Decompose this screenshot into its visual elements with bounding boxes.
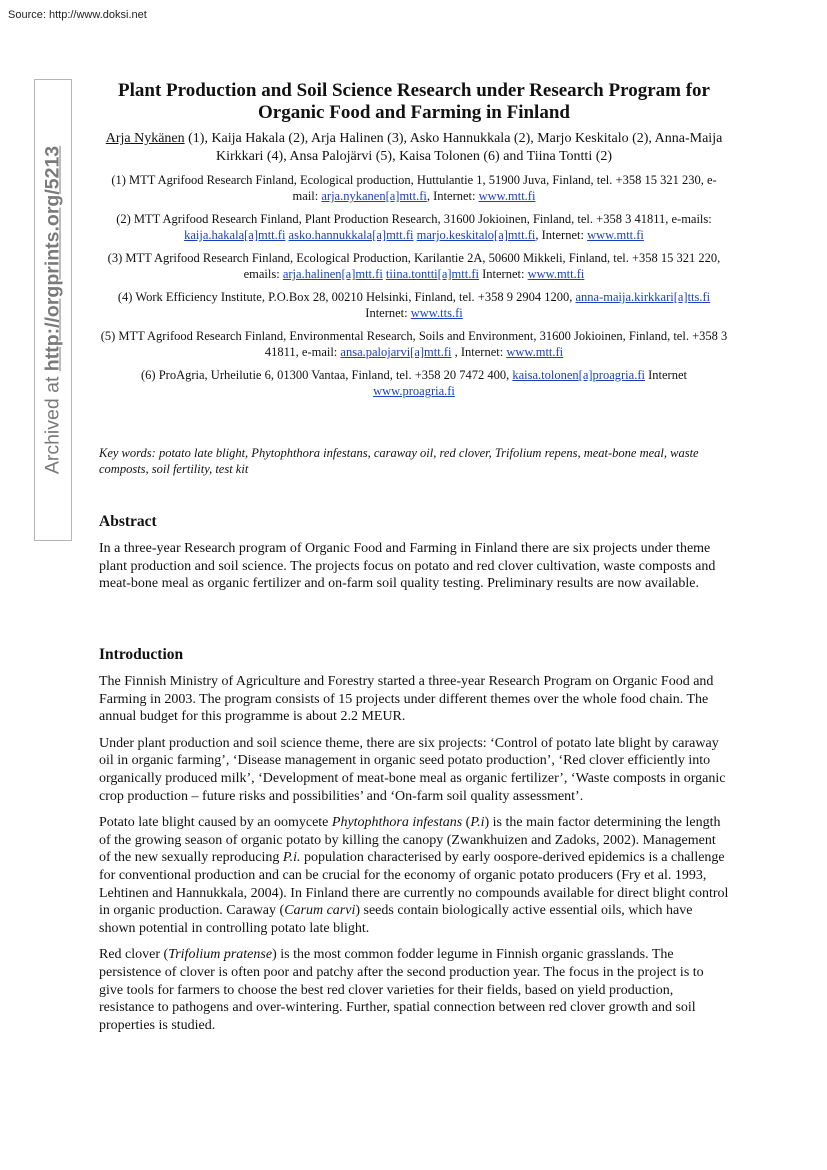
affiliation-text: (1) MTT Agrifood Research Finland, Ecological production, Huttulantie 1, 51900 Juva, Finland, tel. +358 15 321 230, e-mail: (111, 173, 717, 203)
affiliation-2 (100, 211, 728, 243)
text-run: Red clover ( (99, 947, 169, 963)
abstract-heading: Abstract (99, 513, 157, 530)
keywords: Key words: potato late blight, Phytophthora infestans, caraway oil, red clover, Trifolium repens, meat-bone meal, waste composts, soil fertility, test kit (99, 446, 699, 476)
email-link[interactable]: ansa.palojarvi[a]mtt.fi (340, 345, 452, 359)
affiliation-text: Internet: (365, 306, 411, 320)
introduction-heading: Introduction (99, 646, 184, 663)
email-link[interactable]: arja.nykanen[a]mtt.fi (321, 189, 427, 203)
email-link[interactable]: marjo.keskitalo[a]mtt.fi (416, 228, 536, 242)
archive-link[interactable]: http://orgprints.org/5213 (41, 145, 64, 372)
other-authors: (1), Kaija Hakala (2), Arja Halinen (3), Asko Hannukkala (2), Marjo Keskitalo (2), Anna-Maija Kirkkari (4), Ansa Palojärvi (5), Kaisa Tolonen (6) and Tiina Tontti (2) (184, 131, 723, 164)
species-name: Phytophthora infestans (331, 815, 463, 831)
author-list (100, 130, 728, 166)
affiliation-text: , Internet: (451, 345, 507, 359)
affiliation-6 (100, 367, 728, 399)
email-link[interactable]: kaija.hakala[a]mtt.fi (184, 228, 286, 242)
email-link[interactable]: kaisa.tolonen[a]proagria.fi (512, 368, 645, 382)
text-run: Potato late blight caused by an oomycete (99, 815, 332, 831)
affiliation-3 (100, 250, 728, 282)
abbreviation: P.i (470, 815, 485, 831)
web-link[interactable]: www.mtt.fi (478, 189, 536, 203)
abstract-text: In a three-year Research program of Organic Food and Farming in Finland there are six projects under theme plant production and soil science. The projects focus on potato and red clover cultivation, waste composts and meat-bone meal as organic fertilizer and on-farm soil quality testing. Preliminary results are now available. (99, 541, 716, 592)
introduction-body (99, 673, 729, 1043)
text-run: ) is the main factor determining the length of the growing season of organic potato by killing the canopy (Zwankhuizen and Zadoks, 2002). Management of the new sexually reproducing (99, 815, 721, 866)
species-name: Carum carvi (284, 903, 356, 919)
affiliation-text: (4) Work Efficiency Institute, P.O.Box 28, 00210 Helsinki, Finland, tel. +358 9 2904 1200, (117, 290, 576, 304)
affiliation-text: (5) MTT Agrifood Research Finland, Environmental Research, Soils and Environment, 31600 Jokioinen, Finland, tel. +358 3 41811, e-mail: (100, 329, 728, 359)
web-link[interactable]: www.mtt.fi (527, 267, 585, 281)
paragraph: The Finnish Ministry of Agriculture and Forestry started a three-year Research Program on Organic Food and Farming in 2003. The program consists of 15 projects under different themes over the whole food chain. The annual budget for this programme is about 2.2 MEUR. (99, 674, 714, 725)
web-link[interactable]: www.mtt.fi (587, 228, 644, 242)
affiliations (100, 172, 728, 406)
text-run: ) is the most common fodder legume in Finnish organic grasslands. The persistence of clover is often poor and patchy after the second production year. The focus in the project is to give tools for farmers to choose the best red clover varieties for their fields, based on yield production, resistance to pathogens and over-wintering. Further, spatial connection between red clover growth and soil properties is studied. (99, 947, 704, 1033)
first-author: Arja Nykänen (105, 131, 185, 146)
web-link[interactable]: www.proagria.fi (373, 384, 455, 398)
affiliation-text: (2) MTT Agrifood Research Finland, Plant Production Research, 31600 Jokioinen, Finland, tel. +358 3 41811, e-mails: (116, 212, 712, 226)
web-link[interactable]: www.tts.fi (410, 306, 463, 320)
affiliation-4 (100, 289, 728, 321)
archive-stamp (42, 100, 65, 520)
affiliation-text: Internet: (478, 267, 528, 281)
source-label: Source: http://www.doksi.net (8, 9, 147, 21)
paragraph (99, 946, 729, 1034)
affiliation-text: , Internet: (426, 189, 479, 203)
text-run: ) seeds contain biologically active essential oils, which have shown potential in controlling potato late blight. (99, 903, 693, 936)
email-link[interactable]: asko.hannukkala[a]mtt.fi (288, 228, 414, 242)
affiliation-text: Internet (644, 368, 687, 382)
email-link[interactable]: arja.halinen[a]mtt.fi (282, 267, 383, 281)
affiliation-text: (6) ProAgria, Urheilutie 6, 01300 Vantaa, Finland, tel. +358 20 7472 400, (141, 368, 513, 382)
paragraph (99, 814, 729, 937)
text-run: population characterised by early oospore-derived epidemics is a challenge for conventional production and can be crucial for the economy of organic potato producers (Fry et al. 1993, Lehtinen and Hannukkala, 2004). In Finland there are currently no compounds available for direct blight control in organic production. Caraway ( (99, 850, 729, 919)
affiliation-5 (100, 328, 728, 360)
web-link[interactable]: www.mtt.fi (506, 345, 564, 359)
paragraph: Under plant production and soil science theme, there are six projects: ‘Control of potato late blight by caraway oil in organic farming’, ‘Disease management in organic seed potato production’, ‘Red clover efficiently into organically produced milk’, ‘Development of meat-bone meal as organic fertilizer’, ‘Waste composts in organic crop production – future risks and possibilities’ and ‘On-farm soil quality assessment’. (99, 735, 726, 804)
archive-prefix: Archived at (41, 371, 64, 475)
text-run: ( (462, 815, 471, 831)
email-link[interactable]: tiina.tontti[a]mtt.fi (385, 267, 479, 281)
abbreviation: P.i. (282, 850, 301, 866)
affiliation-1 (100, 172, 728, 204)
affiliation-text: , Internet: (535, 228, 588, 242)
email-link[interactable]: anna-maija.kirkkari[a]tts.fi (575, 290, 711, 304)
affiliation-text: (3) MTT Agrifood Research Finland, Ecological Production, Karilantie 2A, 50600 Mikkeli, Finland, tel. +358 15 321 220, emails: (107, 251, 721, 281)
species-name: Trifolium pratense (168, 947, 273, 963)
paper-title: Plant Production and Soil Science Research under Research Program for Organic Food and Farming in Finland (118, 80, 710, 123)
